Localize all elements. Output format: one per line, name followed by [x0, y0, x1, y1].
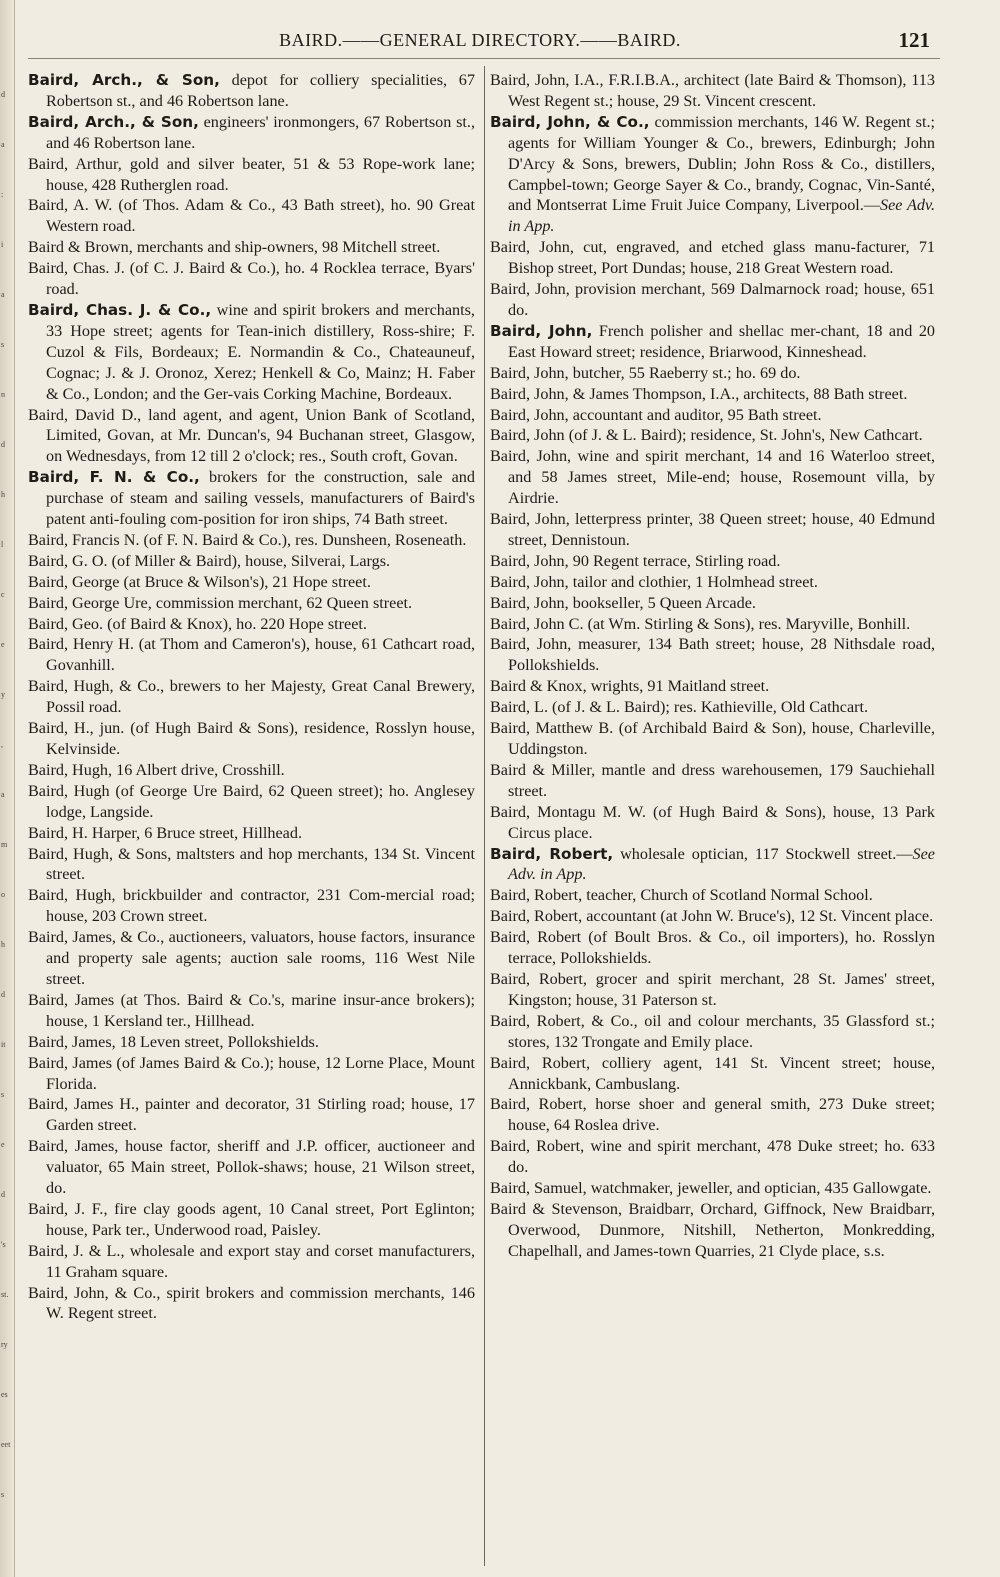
- entry-name: Baird, John, & Co.,: [490, 112, 650, 131]
- entry-details: (at Bruce & Wilson's), 21 Hope street.: [119, 572, 371, 591]
- margin-fragment: d: [1, 1190, 5, 1199]
- entry-details: engineers' ironmongers, 67 Robertson st., and 46 Robertson lane.: [46, 112, 475, 152]
- margin-fragment: i: [1, 240, 4, 249]
- directory-entry: [490, 551, 935, 572]
- directory-entry: [490, 363, 935, 384]
- margin-fragment: s: [1, 1090, 5, 1099]
- entry-name: Baird, David D.,: [28, 405, 142, 424]
- entry-name: Baird, G. O.: [28, 551, 108, 570]
- directory-entry: [28, 885, 475, 927]
- entry-details: (at Wm. Stirling & Sons), res. Maryville, Bonhill.: [583, 614, 911, 633]
- entry-name: Baird, Robert,: [490, 886, 583, 905]
- entry-name: Baird & Miller,: [490, 760, 596, 779]
- entry-details: depot for colliery specialities, 67 Robertson st., and 46 Robertson lane.: [46, 71, 475, 110]
- directory-entry: [490, 593, 935, 614]
- entry-name: Baird, Montagu M. W.: [490, 802, 646, 821]
- header-rule: [28, 58, 940, 59]
- directory-entry: [28, 530, 475, 551]
- directory-entry: [28, 467, 475, 530]
- directory-entry: [28, 1136, 475, 1199]
- entry-details: brickbuilder and contractor, 231 Com-mercial road; house, 203 Crown street.: [46, 886, 475, 926]
- directory-entry: [490, 927, 935, 969]
- entry-details: measurer, 134 Bath street; house, 28 Nithsdale road, Pollokshields.: [508, 635, 935, 675]
- entry-details: house factor, sheriff and J.P. officer, auctioneer and valuator, 65 Main street, Pollok-shaws; house, 21 Wilson street, do.: [46, 1137, 475, 1198]
- directory-entry: [28, 990, 475, 1032]
- entry-details: (of Archibald Baird & Son), house, Charleville, Uddingston.: [508, 719, 935, 758]
- margin-fragment: es: [1, 1390, 8, 1399]
- entry-details: (of James Baird & Co.); house, 12 Lorne Place, Mount Florida.: [46, 1053, 475, 1093]
- entry-name: Baird, John,: [490, 405, 569, 424]
- directory-entry: [28, 1199, 475, 1241]
- entry-name: Baird, Henry H.: [28, 635, 134, 654]
- entry-details: spirit brokers and commission merchants, 146 W. Regent street.: [46, 1283, 475, 1323]
- margin-fragment: a: [1, 140, 5, 149]
- directory-entry: [490, 906, 935, 927]
- entry-name: Baird, James,: [28, 1137, 119, 1156]
- entry-details: brewers to her Majesty, Great Canal Brewery, Possil road.: [46, 677, 475, 717]
- entry-details: (of F. N. Baird & Co.), res. Dunsheen, Roseneath.: [139, 530, 467, 549]
- entry-name: Baird, Matthew B.: [490, 719, 614, 738]
- entry-details: provision merchant, 569 Dalmarnock road; house, 651 do.: [508, 280, 936, 319]
- entry-details: oil and colour merchants, 35 Glassford st.; stores, 132 Trongate and Emily place.: [508, 1011, 935, 1051]
- directory-entry: [490, 1053, 935, 1095]
- directory-entry: [28, 551, 475, 572]
- entry-details: land agent, and agent, Union Bank of Scotland, Limited, Govan, at Mr. Duncan's, 94 Buchanan street, Glasgow, on Wednesdays, from 12 till 2 o'clock; res., South croft, Govan.: [46, 405, 475, 466]
- advert-reference: See Adv. in App.: [508, 196, 935, 236]
- running-title: BAIRD.——GENERAL DIRECTORY.——BAIRD.: [279, 30, 681, 50]
- directory-entry: [490, 1094, 935, 1136]
- entry-name: Baird, James H.,: [28, 1095, 140, 1114]
- entry-name: Baird, Robert: [490, 928, 582, 947]
- entry-name: Baird, James: [28, 990, 115, 1009]
- entry-details: Braidbarr, Orchard, Giffnock, New Braidbarr, Overwood, Dunmore, Nitshill, Netherton, Monkredding, Chapelhall, and James-town Quarries, 21 Clyde place, s.s.: [508, 1199, 935, 1260]
- margin-fragment: m: [1, 840, 8, 849]
- entry-details: letterpress printer, 38 Queen street; house, 40 Edmund street, Dennistoun.: [508, 510, 935, 549]
- entry-name: Baird, Francis N.: [28, 530, 140, 549]
- entry-name: Baird, Hugh,: [28, 760, 113, 779]
- entry-name: Baird, James, & Co.,: [28, 928, 165, 947]
- entry-details: wine and spirit merchant, 14 and 16 Waterloo street, and 58 James street, Mile-end; house, Rosemount villa, by Airdrie.: [508, 447, 935, 508]
- entry-name: Baird, George Ure,: [28, 593, 152, 612]
- margin-fragment: d: [1, 90, 5, 99]
- entry-details: (of C. J. Baird & Co.), ho. 4 Rocklea terrace, Byars' road.: [46, 259, 475, 299]
- entry-details: (of Baird & Knox), ho. 220 Hope street.: [103, 614, 367, 633]
- entry-name: Baird, John,: [490, 635, 572, 654]
- entry-name: Baird, James: [28, 1053, 112, 1072]
- entry-name: Baird, J. F.,: [28, 1199, 108, 1218]
- entry-name: Baird, Robert,: [490, 1095, 587, 1114]
- entry-name: Baird, John: [490, 426, 565, 445]
- directory-entry: [28, 1241, 475, 1283]
- entry-name: Baird, Chas. J.: [28, 259, 125, 278]
- entry-details: colliery agent, 141 St. Vincent street; house, Annickbank, Cambuslang.: [508, 1053, 935, 1093]
- directory-entry: [28, 593, 475, 614]
- entry-name: Baird, Geo.: [28, 614, 104, 633]
- entry-details: tailor and clothier, 1 Holmhead street.: [568, 572, 818, 591]
- margin-fragment: ry: [1, 1340, 8, 1349]
- directory-entry: [490, 279, 935, 321]
- entry-name: Baird, George: [28, 572, 120, 591]
- entry-details: architect (late Baird & Thomson), 113 West Regent st.; house, 29 St. Vincent crescent.: [508, 71, 935, 110]
- directory-entry: [490, 70, 935, 112]
- entry-name: Baird, Hugh, & Co.,: [28, 677, 165, 696]
- entry-details: wine and spirit brokers and merchants, 33 Hope street; agents for Tean-inich distillery, Ross-shire; F. Cuzol & Fils, Bordeaux; E. Normandin & Co., Chateauneuf, Cognac; J. & J. Oronoz, Xerez; Henkell & Co, Mainz; H. Faber & Co., London; and the Ger-vais Corking Machine, Bordeaux.: [46, 300, 475, 403]
- directory-entry: [490, 1178, 935, 1199]
- entry-name: Baird, John,: [490, 510, 570, 529]
- directory-entry: [490, 760, 935, 802]
- directory-entry: [490, 237, 935, 279]
- directory-entry: [28, 300, 475, 405]
- entry-name: Baird, Robert, & Co.,: [490, 1011, 638, 1030]
- directory-entry: [490, 844, 935, 886]
- directory-entry: [490, 634, 935, 676]
- directory-entry: [28, 1094, 475, 1136]
- column-divider: [484, 66, 485, 1566]
- entry-name: Baird & Brown,: [28, 238, 133, 257]
- margin-fragment: n: [1, 390, 5, 399]
- margin-fragment: e: [1, 640, 5, 649]
- entry-name: Baird & Knox,: [490, 677, 587, 696]
- entry-name: Baird, John,: [490, 551, 569, 570]
- entry-details: 6 Bruce street, Hillhead.: [140, 823, 303, 842]
- entry-details: French polisher and shellac mer-chant, 18 and 20 East Howard street; residence, Briarwood, Kinneshead.: [508, 321, 936, 361]
- entry-details: fire clay goods agent, 10 Canal street, Port Eglinton; house, Park ter., Underwood road, Paisley.: [46, 1199, 476, 1239]
- directory-entry: [490, 321, 935, 363]
- directory-entry: [28, 1032, 475, 1053]
- directory-entry: [490, 572, 935, 593]
- directory-entry: [490, 446, 935, 509]
- margin-fragment: st.: [1, 1290, 9, 1299]
- entry-details: maltsters and hop merchants, 134 St. Vincent street.: [46, 844, 475, 884]
- directory-entry: [28, 718, 475, 760]
- entry-name: Baird, J. & L.,: [28, 1241, 125, 1260]
- entry-name: Baird, L.: [490, 698, 548, 717]
- entry-details: teacher, Church of Scotland Normal School.: [582, 886, 873, 905]
- entry-details: (of J. & L. Baird); residence, St. John's, New Cathcart.: [564, 426, 923, 445]
- entry-details: wholesale optician, 117 Stockwell street.—: [613, 844, 913, 863]
- margin-fragment: s: [1, 1490, 5, 1499]
- entry-name: Baird, John,: [490, 363, 569, 382]
- entry-details: (of Hugh Baird & Sons), residence, Rosslyn house, Kelvinside.: [46, 719, 475, 758]
- entry-name: Baird, John,: [490, 447, 572, 466]
- directory-entry: [490, 718, 935, 760]
- margin-fragment: d: [1, 990, 5, 999]
- entry-details: auctioneers, valuators, house factors, insurance and property sale agents; auction sale rooms, 116 West Nile street.: [46, 928, 475, 988]
- entry-name: Baird, John,: [490, 280, 570, 299]
- entry-details: (of Boult Bros. & Co., oil importers), ho. Rosslyn terrace, Pollokshields.: [508, 928, 935, 968]
- margin-fragment: h: [1, 490, 5, 499]
- entry-details: (at Thos. Baird & Co.'s, marine insur-ance brokers); house, 1 Kersland ter., Hillhead.: [46, 990, 475, 1030]
- directory-entry: [490, 885, 935, 906]
- entry-name: Baird, H. Harper,: [28, 823, 141, 842]
- margin-fragment: s: [1, 340, 5, 349]
- margin-fragment: eet: [1, 1440, 11, 1449]
- directory-entry: [28, 1283, 475, 1325]
- page-number: 121: [898, 28, 930, 52]
- entry-details: 16 Albert drive, Crosshill.: [112, 760, 285, 779]
- entry-name: Baird, John C.: [490, 614, 584, 633]
- entry-name: Baird, Robert,: [490, 907, 583, 926]
- page-header: [30, 30, 930, 54]
- directory-entry: [490, 1136, 935, 1178]
- entry-details: (of Miller & Baird), house, Silverai, Largs.: [107, 551, 391, 570]
- directory-entry: [28, 405, 475, 468]
- directory-entry: [490, 676, 935, 697]
- entry-name: Baird, John, & James Thompson, I.A.,: [490, 384, 740, 403]
- directory-entry: [28, 614, 475, 635]
- entry-details: butcher, 55 Raeberry st.; ho. 69 do.: [568, 363, 801, 382]
- entry-details: accountant and auditor, 95 Bath street.: [568, 405, 822, 424]
- margin-fragment: a: [1, 290, 5, 299]
- margin-fragment: it: [1, 1040, 6, 1049]
- entry-name: Baird, Hugh, & Sons,: [28, 844, 172, 863]
- directory-entry: [28, 1053, 475, 1095]
- entry-details: (at Thom and Cameron's), house, 61 Cathcart road, Govanhill.: [46, 635, 475, 675]
- entry-name: Baird, John,: [490, 321, 593, 340]
- directory-entry: [490, 1199, 935, 1262]
- entry-details: commission merchants, 146 W. Regent st.; agents for William Younger & Co., brewers, Edinburgh; John D'Arcy & Sons, brewers, Dublin; John Ross & Co., distillers, Campbel-town; George Sayer & Co., brandy, Cognac, Vin-Santé, and Montserrat Lime Fruit Juice Company, Liverpool.—: [508, 112, 935, 215]
- directory-entry: [28, 70, 475, 112]
- entry-details: cut, engraved, and etched glass manu-facturer, 71 Bishop street, Port Dundas; house, 218 Great Western road.: [508, 238, 936, 278]
- entry-name: Baird, Robert,: [490, 969, 587, 988]
- entry-details: (of Thos. Adam & Co., 43 Bath street), ho. 90 Great Western road.: [46, 196, 475, 236]
- entry-details: accountant (at John W. Bruce's), 12 St. Vincent place.: [582, 907, 934, 926]
- entry-details: gold and silver beater, 51 & 53 Rope-work lane; house, 428 Rutherglen road.: [46, 154, 475, 194]
- entry-details: wine and spirit merchant, 478 Duke street; ho. 633 do.: [508, 1137, 935, 1177]
- directory-entry: [28, 572, 475, 593]
- entry-name: Baird, A. W.: [28, 196, 113, 215]
- entry-name: Baird, John, I.A., F.R.I.B.A.,: [490, 71, 680, 89]
- entry-details: wrights, 91 Maitland street.: [586, 677, 770, 696]
- entry-details: bookseller, 5 Queen Arcade.: [568, 593, 756, 612]
- margin-fragment: d: [1, 440, 5, 449]
- directory-entry: [490, 614, 935, 635]
- entry-details: 18 Leven street, Pollokshields.: [115, 1032, 319, 1051]
- directory-entry: [28, 154, 475, 196]
- directory-entry: [490, 425, 935, 446]
- entry-name: Baird & Stevenson,: [490, 1199, 623, 1218]
- entry-details: painter and decorator, 31 Stirling road; house, 17 Garden street.: [46, 1095, 475, 1135]
- entry-details: (of Hugh Baird & Sons), house, 13 Park Circus place.: [508, 802, 935, 842]
- margin-fragment: l: [1, 540, 4, 549]
- directory-entry: [490, 509, 935, 551]
- directory-entry: [28, 237, 475, 258]
- directory-entry: [490, 697, 935, 718]
- directory-entry: [28, 112, 475, 154]
- entry-name: Baird, Samuel,: [490, 1179, 587, 1198]
- directory-entry: [28, 823, 475, 844]
- entry-details: horse shoer and general smith, 273 Duke street; house, 64 Roslea drive.: [508, 1095, 935, 1135]
- directory-entry: [28, 195, 475, 237]
- entry-details: commission merchant, 62 Queen street.: [151, 593, 413, 612]
- right-column: [490, 70, 935, 1262]
- entry-details: (of George Ure Baird, 62 Queen street); ho. Anglesey lodge, Langside.: [46, 781, 475, 821]
- entry-details: merchants and ship-owners, 98 Mitchell street.: [132, 238, 441, 257]
- directory-entry: [28, 676, 475, 718]
- directory-entry: [28, 258, 475, 300]
- entry-details: 90 Regent terrace, Stirling road.: [568, 551, 781, 570]
- directory-entry: [28, 781, 475, 823]
- entry-details: watchmaker, jeweller, and optician, 435 Gallowgate.: [586, 1179, 932, 1198]
- entry-name: Baird, John,: [490, 572, 569, 591]
- entry-name: Baird, Hugh,: [28, 886, 116, 905]
- margin-fragment: o: [1, 890, 5, 899]
- directory-entry: [490, 1011, 935, 1053]
- entry-name: Baird, Robert,: [490, 1137, 585, 1156]
- directory-entry: [490, 969, 935, 1011]
- entry-name: Baird, John, & Co.,: [28, 1283, 161, 1302]
- entry-name: Baird, Robert,: [490, 844, 614, 863]
- entry-name: Baird, James,: [28, 1032, 116, 1051]
- directory-entry: [28, 844, 475, 886]
- directory-entry: [490, 112, 935, 237]
- entry-details: grocer and spirit merchant, 28 St. James' street, Kingston; house, 31 Paterson st.: [508, 969, 935, 1009]
- margin-fragment: a: [1, 790, 5, 799]
- directory-entry: [490, 405, 935, 426]
- directory-entry: [28, 634, 475, 676]
- margin-fragment: ,: [1, 740, 3, 749]
- entry-name: Baird, H., jun.: [28, 719, 125, 738]
- entry-name: Baird, John,: [490, 238, 574, 257]
- directory-entry: [28, 927, 475, 990]
- advert-reference: See Adv. in App.: [508, 844, 935, 884]
- margin-fragment: c: [1, 590, 5, 599]
- entry-name: Baird, Robert,: [490, 1053, 591, 1072]
- directory-entry: [490, 802, 935, 844]
- margin-fragment: :: [1, 190, 4, 199]
- entry-details: (of J. & L. Baird); res. Kathieville, Old Cathcart.: [548, 698, 869, 717]
- directory-entry: [28, 760, 475, 781]
- margin-fragment: y: [1, 690, 5, 699]
- entry-details: wholesale and export stay and corset manufacturers, 11 Graham square.: [46, 1241, 475, 1281]
- entry-details: mantle and dress warehousemen, 179 Sauchiehall street.: [508, 760, 935, 800]
- entry-details: brokers for the construction, sale and purchase of steam and sailing vessels, manufacturers of Baird's patent anti-fouling com-position for iron ships, 74 Bath street.: [46, 468, 475, 529]
- entry-name: Baird, John,: [490, 593, 569, 612]
- entry-details: architects, 88 Bath street.: [739, 384, 908, 403]
- margin-fragment: 's: [1, 1240, 6, 1249]
- entry-name: Baird, Hugh: [28, 781, 110, 800]
- entry-name: Baird, Arch., & Son,: [28, 71, 220, 89]
- entry-name: Baird, Arthur,: [28, 154, 122, 173]
- entry-name: Baird, F. N. & Co.,: [28, 468, 200, 487]
- left-column: [28, 70, 475, 1324]
- entry-name: Baird, Chas. J. & Co.,: [28, 300, 212, 319]
- margin-fragment: h: [1, 940, 5, 949]
- margin-fragment: e: [1, 1140, 5, 1149]
- directory-entry: [490, 384, 935, 405]
- entry-name: Baird, Arch., & Son,: [28, 112, 199, 131]
